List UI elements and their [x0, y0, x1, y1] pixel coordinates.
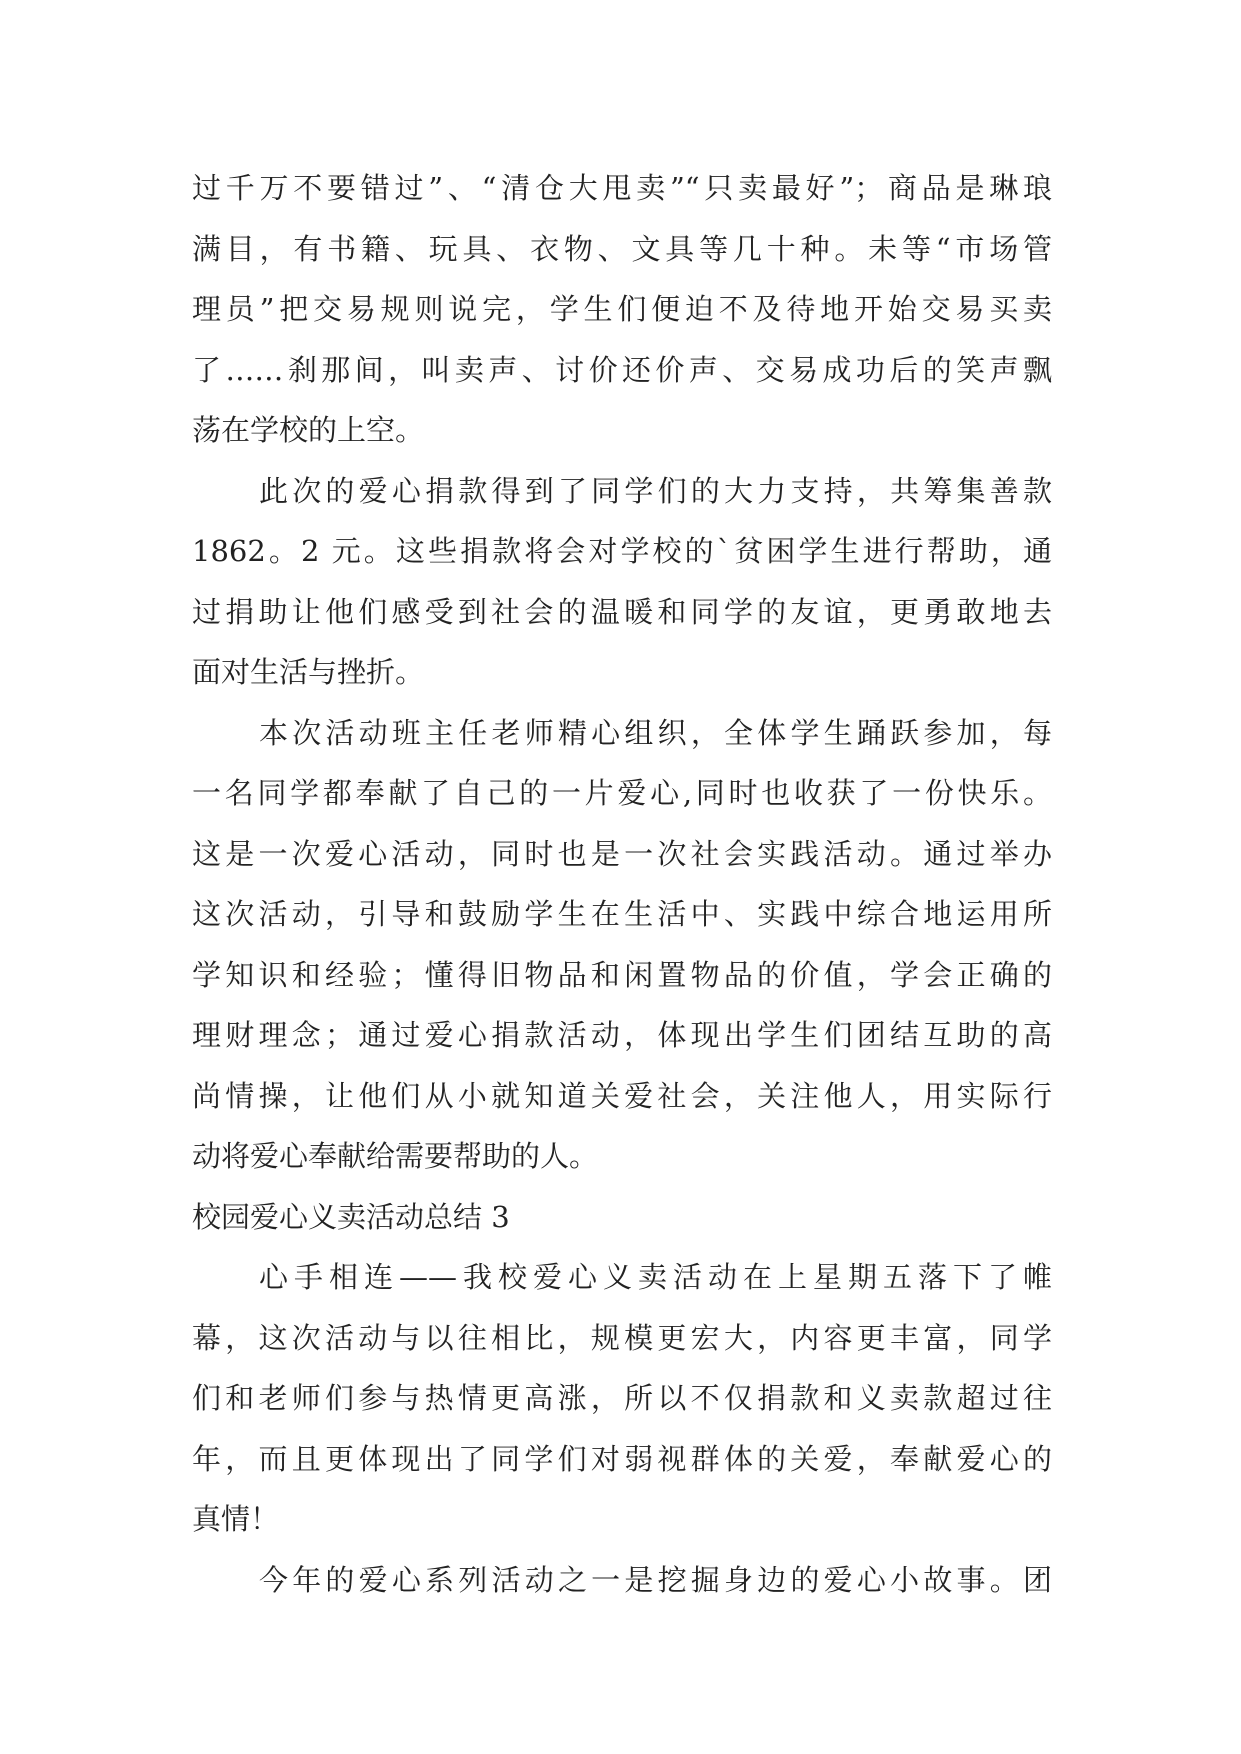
- text-line: 面对生活与挫折。: [192, 655, 425, 689]
- text-line: 真情！: [192, 1502, 280, 1536]
- text-line: 理员”把交易规则说完，学生们便迫不及待地开始交易买卖: [192, 292, 1052, 326]
- text-line: 了……刹那间，叫卖声、讨价还价声、交易成功后的笑声飘: [192, 352, 1052, 387]
- text-line: 1862。2 元。这些捐款将会对学校的`贫困学生进行帮助，通: [192, 534, 1052, 568]
- text-line: 一名同学都奉献了自己的一片爱心,同时也收获了一份快乐。: [192, 776, 1052, 810]
- document-body: [192, 158, 1052, 1610]
- text-line: 本次活动班主任老师精心组织，全体学生踊跃参加，每: [259, 715, 1052, 750]
- text-line: 年，而且更体现出了同学们对弱视群体的关爱，奉献爱心的: [192, 1441, 1052, 1476]
- text-line: 们和老师们参与热情更高涨，所以不仅捐款和义卖款超过往: [192, 1381, 1052, 1415]
- text-line: 心手相连——我校爱心义卖活动在上星期五落下了帷: [259, 1260, 1052, 1294]
- text-line: 过捐助让他们感受到社会的温暖和同学的友谊，更勇敢地去: [192, 594, 1052, 629]
- text-line: 满目，有书籍、玩具、衣物、文具等几十种。未等“市场管: [192, 231, 1052, 266]
- text-line: 校园爱心义卖活动总结 3: [192, 1199, 510, 1234]
- text-line: 学知识和经验；懂得旧物品和闲置物品的价值，学会正确的: [192, 957, 1052, 992]
- text-line: 这次活动，引导和鼓励学生在生活中、实践中综合地运用所: [192, 897, 1052, 931]
- text-line: 幕，这次活动与以往相比，规模更宏大，内容更丰富，同学: [192, 1320, 1052, 1355]
- text-line: 今年的爱心系列活动之一是挖掘身边的爱心小故事。团: [259, 1562, 1052, 1597]
- text-line: 这是一次爱心活动，同时也是一次社会实践活动。通过举办: [192, 836, 1052, 871]
- text-line: 尚情操，让他们从小就知道关爱社会，关注他人，用实际行: [192, 1078, 1052, 1113]
- text-line: 此次的爱心捐款得到了同学们的大力支持，共筹集善款: [259, 473, 1052, 508]
- text-line: 理财理念；通过爱心捐款活动，体现出学生们团结互助的高: [192, 1018, 1052, 1052]
- text-line: 荡在学校的上空。: [192, 413, 425, 447]
- text-line: 过千万不要错过”、“清仓大甩卖”“只卖最好”；商品是琳琅: [192, 171, 1052, 205]
- text-line: 动将爱心奉献给需要帮助的人。: [192, 1139, 599, 1173]
